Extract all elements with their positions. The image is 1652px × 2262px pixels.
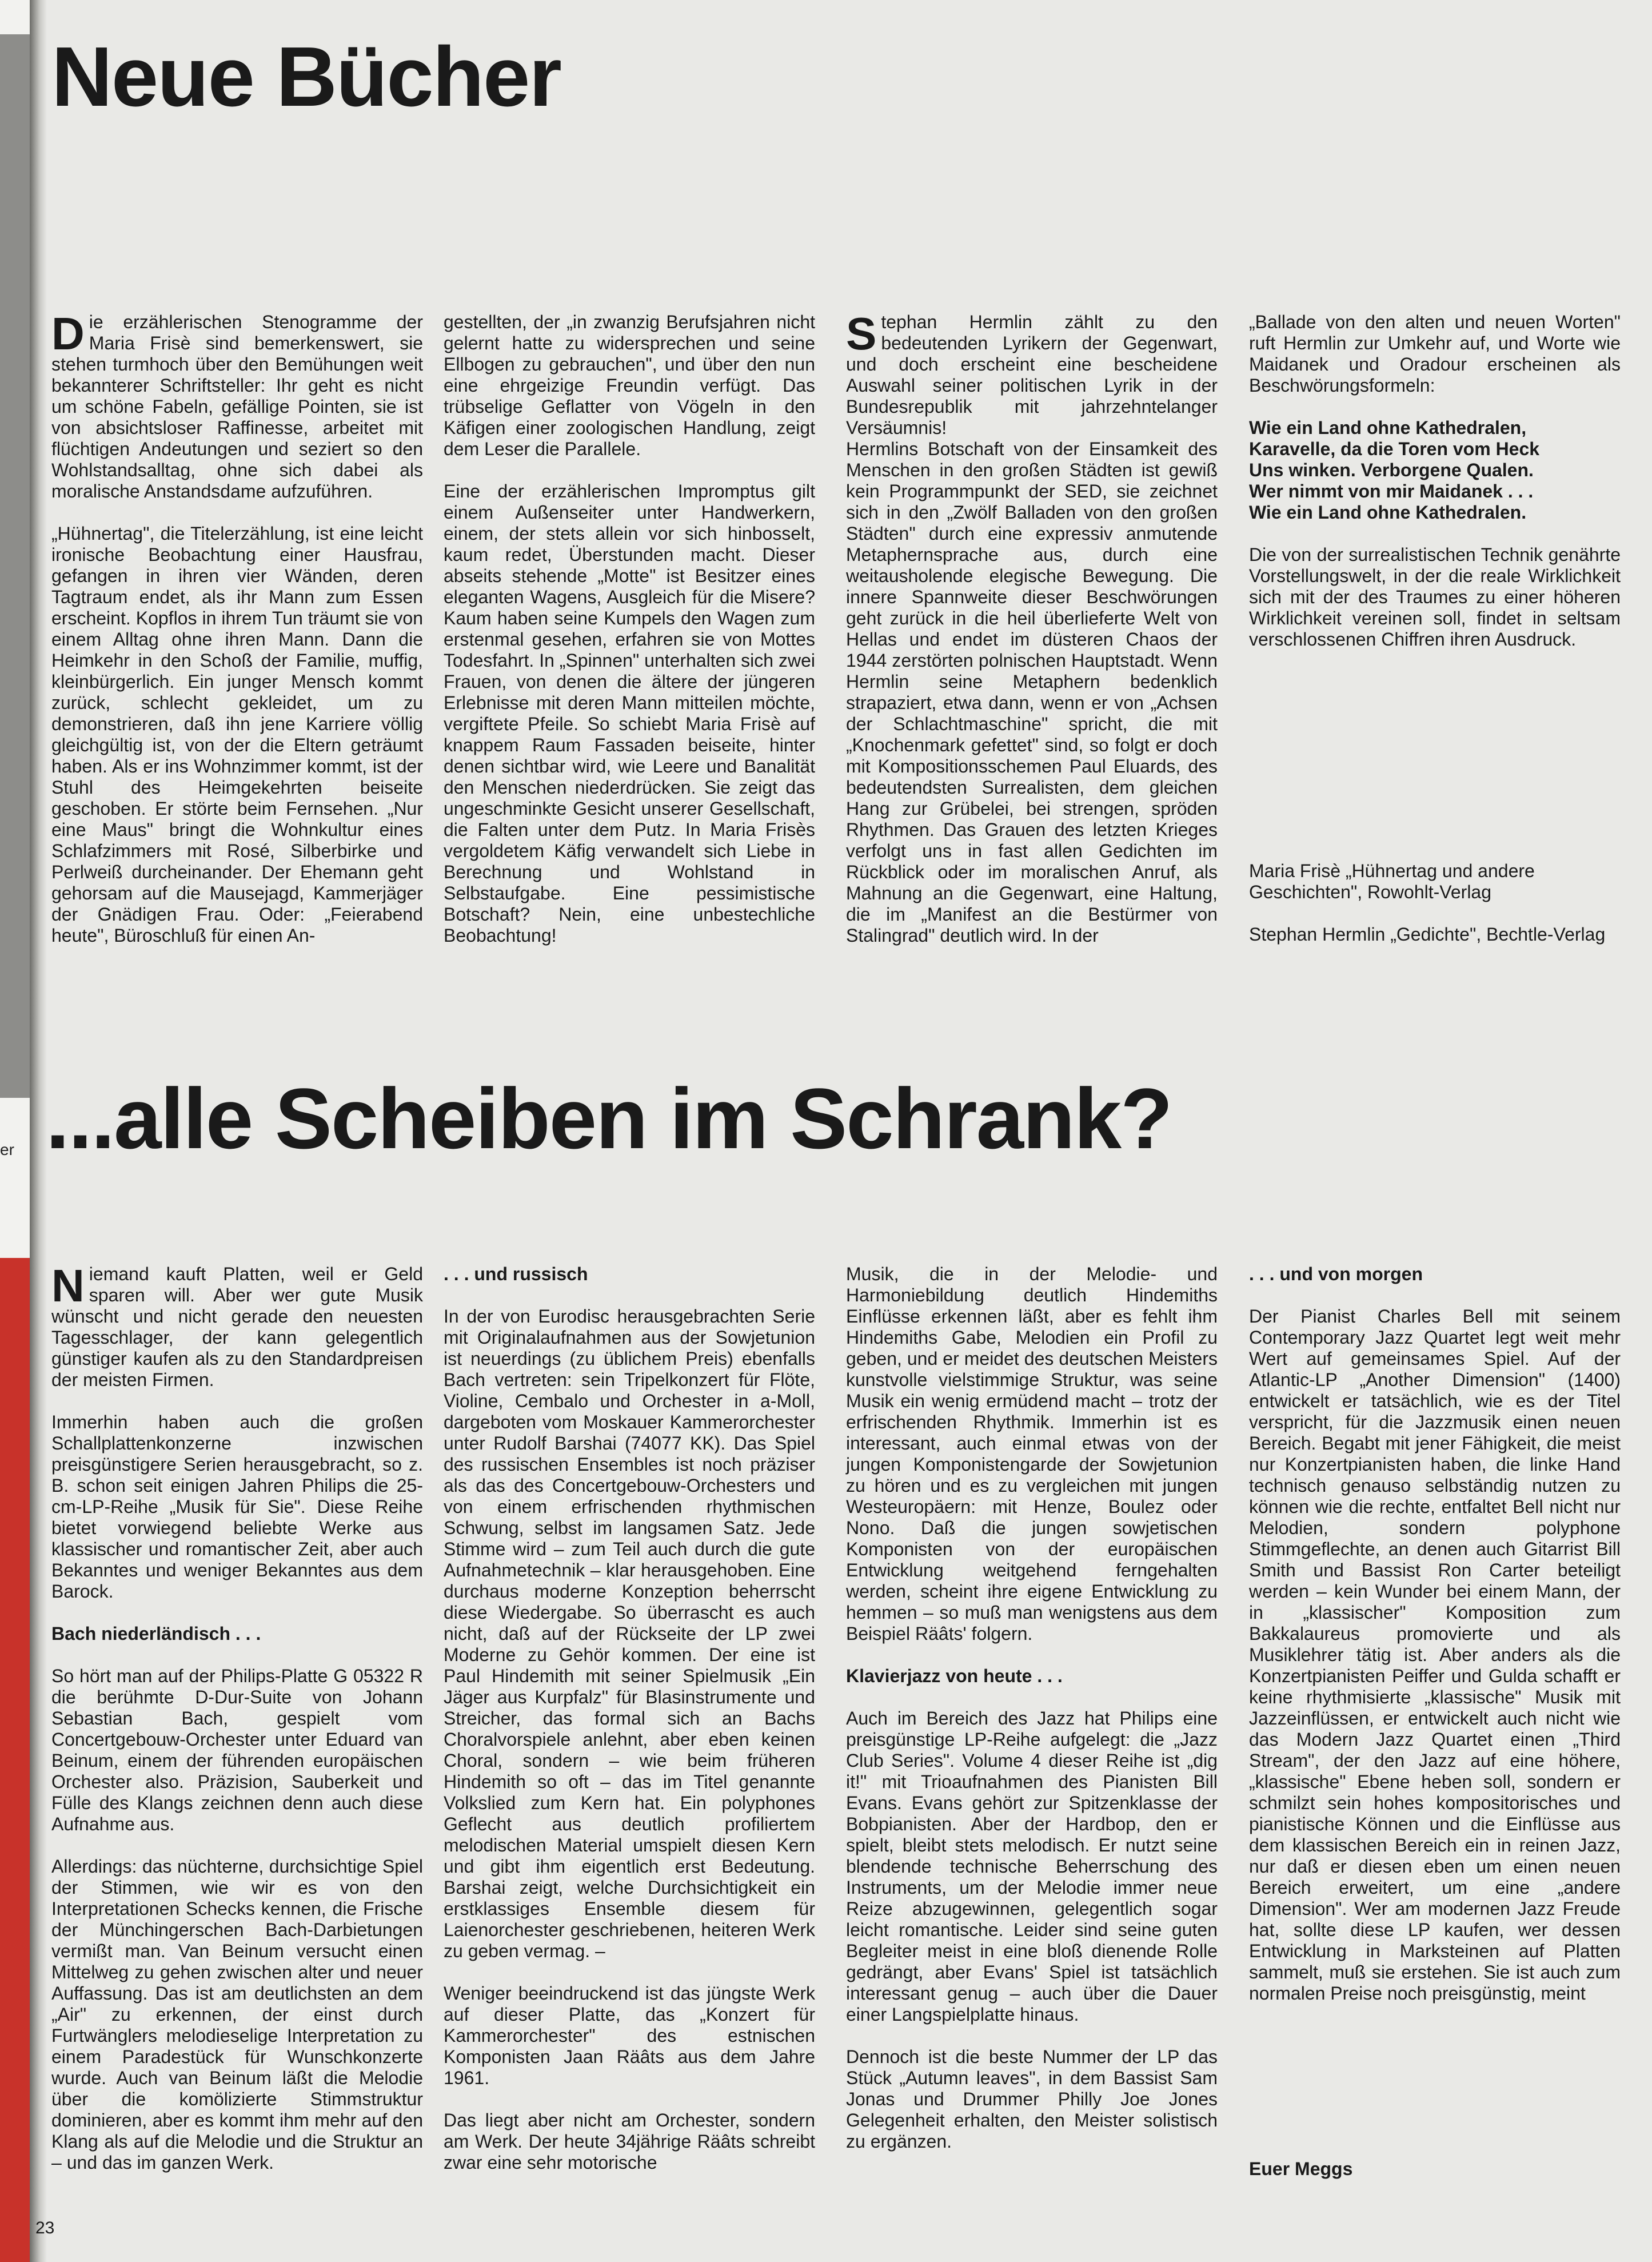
books-column-1 — [51, 308, 423, 946]
paragraph: Musik, die in der Melodie- und Harmoniebildung deutlich Hindemiths Einflüsse erkennen läßt, aber es fehlt ihm Hindemiths Gabe, Melodien ein Profil zu geben, und er meidet des deutschen Meisters kunstvolle vielstimmige Struktur, was seine Musik ein wenig ermüdend macht – trotz der erfrischenden Rhythmik. Immerhin ist es interessant, auch einmal etwas von der jungen Komponistengarde der Sowjetunion zu hören und es zu vergleichen mit jungen Westeuropäern: mit Henze, Boulez oder Nono. Daß die jungen sowjetischen Komponisten von der europäischen Entwicklung weitgehend ferngehalten werden, scheint ihre eigene Entwicklung zu hemmen – so muß man wenigstens aus dem Beispiel Räâts' folgern. — [846, 1264, 1218, 1644]
subheading: . . . und von morgen — [1249, 1264, 1423, 1284]
book-reference: Stephan Hermlin „Gedichte", Bechtle-Verlag — [1249, 924, 1606, 945]
paragraph: Das liegt aber nicht am Orchester, sondern am Werk. Der heute 34jährige Räâts schreibt zwar eine sehr motorische — [444, 2110, 815, 2173]
facing-page-edge — [0, 0, 30, 2262]
book-reference: Maria Frisè „Hühnertag und andere Geschichten", Rowohlt-Verlag — [1249, 861, 1535, 902]
paragraph: So hört man auf der Philips-Platte G 05322 R die berühmte D-Dur-Suite von Johann Sebastian Bach, gespielt vom Concertgebouw-Orchester unter Eduard van Beinum, einem der führenden europäischen Orchester also. Präzision, Sauberkeit und Fülle des Klangs zeichnen denn auch diese Aufnahme aus. — [51, 1666, 423, 1834]
poem-line: Uns winken. Verborgene Qualen. — [1249, 460, 1534, 480]
facing-page-photo-strip — [0, 34, 30, 1098]
poem-line: Karavelle, da die Toren vom Heck — [1249, 439, 1540, 459]
page-fold — [30, 0, 47, 2262]
paragraph: Allerdings: das nüchterne, durchsichtige Spiel der Stimmen, wie wir es von den Interpretationen Schecks kennen, die Frische der Münchingerschen Bach-Darbietungen vermißt man. Van Beinum versucht einen Mittelweg zu gehen zwischen alter und neuer Auffassung. Das ist am deutlichsten an dem „Air" zu erkennen, der einst durch Furtwänglers melodieselige Interpretation zu einem Paradestück für Wunschkonzerte wurde. Auch van Beinum läßt die Melodie über die komölizierte Stimmstruktur dominieren, aber es kommt ihm mehr auf den Klang als auf die Melodie und die Struktur an – und das im ganzen Werk. — [51, 1856, 423, 2173]
paragraph: Eine der erzählerischen Impromptus gilt einem Außenseiter unter Handwerkern, einem, der stets allein vor sich hinbosselt, kaum redet, Überstunden macht. Dieser abseits stehende „Motte" ist Besitzer eines eleganten Wagens, Ausgleich für die Misere? Kaum haben seine Kumpels den Wagen zum erstenmal gesehen, erfahren sie von Mottes Todesfahrt. In „Spinnen" unterhalten sich zwei Frauen, von denen die ältere der jüngeren Erlebnisse mit deren Mann mitteilen möchte, vergiftete Pfeile. So schiebt Maria Frisè auf knappem Raum Fassaden beiseite, hinter denen sichtbar wird, wie Leere und Banalität den Menschen niederdrücken. Sie zeigt das ungeschminkte Gesicht unserer Gesellschaft, die Falten unter dem Putz. In Maria Frisès vergoldetem Käfig verwandelt sich Liebe in Berechnung und Wohlstand in Selbstaufgabe. Eine pessimistische Botschaft? Nein, eine unbestechliche Beobachtung! — [444, 481, 815, 946]
books-column-3 — [846, 308, 1218, 946]
paragraph: ie erzählerischen Stenogramme der Maria Frisè sind bemerkenswert, sie stehen turmhoch über den Bemühungen weit bekannterer Schriftsteller: Ihr geht es nicht um schöne Fabeln, gefällige Pointen, sie ist von absichtsloser Raffinesse, arbeitet mit flüchtigen Andeutungen und seziert so den Wohlstandsalltag, ohne sich dabei als moralische Anstandsdame aufzuführen. — [51, 312, 423, 501]
author-signature: Euer Meggs — [1249, 2159, 1353, 2179]
page-number: 23 — [35, 2219, 55, 2237]
poem-line: Wie ein Land ohne Kathedralen. — [1249, 502, 1527, 523]
books-column-4 — [1249, 312, 1621, 998]
subheading: Bach niederländisch . . . — [51, 1623, 261, 1644]
paragraph: tephan Hermlin zählt zu den bedeutenden Lyrikern der Gegenwart, und doch erscheint eine bescheidene Auswahl seiner politischen Lyrik in der Bundesrepublik mit jahrzehntelanger Versäumnis! — [846, 312, 1218, 438]
poem-line: Wie ein Land ohne Kathedralen, — [1249, 417, 1527, 438]
book-references — [1249, 861, 1621, 966]
paragraph: Hermlins Botschaft von der Einsamkeit des Menschen in den großen Städten ist gewiß kein Programmpunkt der SED, sie zeichnet sich in den „Zwölf Balladen von den großen Städten" durch eine expressiv anmutende Metaphernsprache aus, durch eine weitausholende elegische Bewegung. Die innere Spannweite dieser Beschwörungen geht zurück in die heil überlieferte Welt von Hellas und endet im düsteren Chaos der 1944 zerstörten polnischen Hauptstadt. Wenn Hermlin seine Metaphern bedenklich strapaziert, etwa dann, wenn er von „Achsen der Schlachtmaschine" spricht, die mit „Knochenmark gefettet" sind, so folgt er doch mit Kompositionsschemen Paul Eluards, des bedeutendsten Surrealisten, dem gleichen Hang zur Grübelei, bei strengen, spröden Rhythmen. Das Grauen des letzten Krieges verfolgt uns in fast allen Gedichten im Rückblick oder im moralischen Anruf, als Mahnung an die Gegenwart, eine Haltung, die im „Manifest an die Bestürmer von Stalingrad" deutlich wird. In der — [846, 439, 1218, 946]
facing-page-text-fragment: er — [0, 1141, 14, 1158]
records-column-1 — [51, 1260, 423, 2173]
poem-quote — [1249, 417, 1621, 523]
subheading: Klavierjazz von heute . . . — [846, 1666, 1063, 1686]
books-column-2 — [444, 312, 815, 946]
paragraph: Immerhin haben auch die großen Schallplattenkonzerne inzwischen preisgünstigere Serien herausgebracht, so z. B. schon seit einigen Jahren Philips die 25-cm-LP-Reihe „Musik für Sie". Diese Reihe bietet vorwiegend beliebte Werke aus klassischer und romantischer Zeit, aber auch Bekanntes und weniger Bekanntes aus dem Barock. — [51, 1412, 423, 1602]
records-column-2 — [444, 1264, 815, 2173]
drop-cap: S — [846, 308, 877, 359]
facing-page-red-strip — [0, 1258, 30, 2262]
drop-cap: D — [51, 308, 85, 359]
paragraph: Der Pianist Charles Bell mit seinem Contemporary Jazz Quartet legt weit mehr Wert auf gemeinsames Spiel. Auf der Atlantic-LP „Another Dimension" (1400) entwickelt er tatsächlich, wie es der Titel verspricht, für die Jazzmusik einen neuen Bereich. Begabt mit jener Fähigkeit, die meist nur Konzertpianisten haben, die linke Hand technisch genauso selbständig nutzen zu können wie die rechte, entfaltet Bell nicht nur Melodien, sondern polyphone Stimmgeflechte, an denen auch Gitarrist Bill Smith und Bassist Ron Carter beteiligt werden – kein Wunder bei einem Mann, der in „klassischer" Komposition zum Bakkalaureus promovierte und als Musiklehrer tätig ist. Aber anders als die Konzertpianisten Peiffer und Gulda schafft er keine rhythmisierte „klassische" Musik mit Jazzeinflüssen, er entwickelt auch nicht wie das Modern Jazz Quartet einen „Third Stream", der den Jazz auf eine höhere, „klassische" Ebene heben soll, sondern er schmilzt sein hohes kompositorisches und pianistische Können und die Einflüsse aus dem klassischen Bereich ein in reinen Jazz, nur daß er diesen eben um einen neuen Bereich erweitert, um eine „andere Dimension". Wer am modernen Jazz Freude hat, sollte diese LP kaufen, wer dessen Entwicklung in Marksteinen auf Platten sammelt, muß sie erstehen. Sie ist auch zum normalen Preise noch preisgünstig, meint — [1249, 1306, 1621, 2004]
records-column-3 — [846, 1264, 1218, 2152]
section-title-books: Neue Bücher — [51, 30, 561, 124]
paragraph: Dennoch ist die beste Nummer der LP das Stück „Autumn leaves", in dem Bassist Sam Jonas und Drummer Philly Joe Jones Gelegenheit erhalten, den Meister solistisch zu ergänzen. — [846, 2046, 1218, 2152]
paragraph: In der von Eurodisc herausgebrachten Serie mit Originalaufnahmen aus der Sowjetunion ist neuerdings (zu üblichem Preis) ebenfalls Bach vertreten: sein Tripelkonzert für Flöte, Violine, Cembalo und Orchester in a-Moll, dargeboten vom Moskauer Kammerorchester unter Rudolf Barshai (74077 KK). Das Spiel des russischen Ensembles ist noch präziser als das des Concertgebouw-Orchesters und von einem erfrischenden rhythmischen Schwung, selbst im langsamen Satz. Jede Stimme wird – zum Teil auch durch die gute Aufnahmetechnik – klar herausgehoben. Eine durchaus moderne Konzeption beherrscht diese Wiedergabe. So überrascht es auch nicht, daß auf der Rückseite der LP zwei Moderne zu Gehör kommen. Der eine ist Paul Hindemith mit seiner Spielmusik „Ein Jäger aus Kurpfalz" für Blasinstrumente und Streicher, das formal sich an Bachs Choralvorspiele anlehnt, aber eben keinen Choral, sondern – wie beim früheren Hindemith so oft – das im Titel genannte Volkslied zum Kern hat. Ein polyphones Geflecht aus deutlich profiliertem melodischen Material umspielt diesen Kern und gibt ihm eigentlich erst Bedeutung. Barshai zeigt, welche Durchsichtigkeit ein erstklassiges Ensemble diesem für Laienorchester geschriebenen, heiteren Werk zu geben vermag. – — [444, 1306, 815, 1961]
paragraph: iemand kauft Platten, weil er Geld sparen will. Aber wer gute Musik wünscht und nicht gerade den neuesten Tagesschlager, der kann gelegentlich günstiger kaufen als zu den Standardpreisen der meisten Firmen. — [51, 1264, 423, 1390]
paragraph: „Hühnertag", die Titelerzählung, ist eine leicht ironische Beobachtung einer Hausfrau, gefangen in ihren vier Wänden, deren Tagtraum endet, als ihr Mann zum Essen erscheint. Kopflos in ihrem Tun träumt sie von einem Alltag ohne ihren Mann. Dann die Heimkehr in den Schoß der Familie, muffig, kleinbürgerlich. Ein junger Mensch kommt zurück, schlecht gekleidet, um zu demonstrieren, daß ihn jene Karriere völlig gleichgültig ist, von der die Eltern geträumt haben. Als er ins Wohnzimmer kommt, ist der Stuhl des Heimgekehrten beiseite geschoben. Er störte beim Fernsehen. „Nur eine Maus" bringt die Wohnkultur eines Schlafzimmers mit Rosé, Silberbirke und Perlweiß durcheinander. Der Ehemann geht gehorsam auf die Mausejagd, Kammerjäger der Gnädigen Frau. Oder: „Feierabend heute", Büroschluß für einen An- — [51, 523, 423, 946]
records-column-4 — [1249, 1264, 1621, 2190]
paragraph: „Ballade von den alten und neuen Worten" ruft Hermlin zur Umkehr auf, und Worte wie Maidanek und Oradour erscheinen als Beschwörungsformeln: — [1249, 312, 1621, 396]
section-title-records: ...alle Scheiben im Schrank? — [46, 1070, 1172, 1166]
subheading: . . . und russisch — [444, 1264, 588, 1284]
poem-line: Wer nimmt von mir Maidanek . . . — [1249, 481, 1534, 501]
paragraph: gestellten, der „in zwanzig Berufsjahren nicht gelernt hatte zu widersprechen und seine Ellbogen zu gebrauchen", und über den nun eine ehrgeizige Freundin verfügt. Das trübselige Geflatter von Vögeln in den Käfigen einer zoologischen Handlung, zeigt dem Leser die Parallele. — [444, 312, 815, 459]
paragraph: Die von der surrealistischen Technik genährte Vorstellungswelt, in der die reale Wirklichkeit sich mit der des Traumes zu einer höheren Wirklichkeit vereinen soll, findet in seltsam verschlossenen Chiffren ihren Ausdruck. — [1249, 544, 1621, 650]
paragraph: Auch im Bereich des Jazz hat Philips eine preisgünstige LP-Reihe aufgelegt: die „Jazz Club Series". Volume 4 dieser Reihe ist „dig it!" mit Trioaufnahmen des Pianisten Bill Evans. Evans gehört zur Spitzenklasse der Bobpianisten. Aber der Hardbop, den er spielt, bleibt stets melodisch. Er nutzt seine blendende technische Beherrschung des Instruments, um der Melodie immer neue Reize abzugewinnen, gelegentlich sogar leicht romantische. Leider sind seine guten Begleiter meist in eine bloß dienende Rolle gedrängt, aber Evans' Spiel ist tatsächlich interessant genug – auch über die Dauer einer Langspielplatte hinaus. — [846, 1708, 1218, 2025]
paragraph: Weniger beeindruckend ist das jüngste Werk auf dieser Platte, das „Konzert für Kammerorchester" des estnischen Komponisten Jaan Räâts aus dem Jahre 1961. — [444, 1983, 815, 2088]
drop-cap: N — [51, 1260, 85, 1311]
